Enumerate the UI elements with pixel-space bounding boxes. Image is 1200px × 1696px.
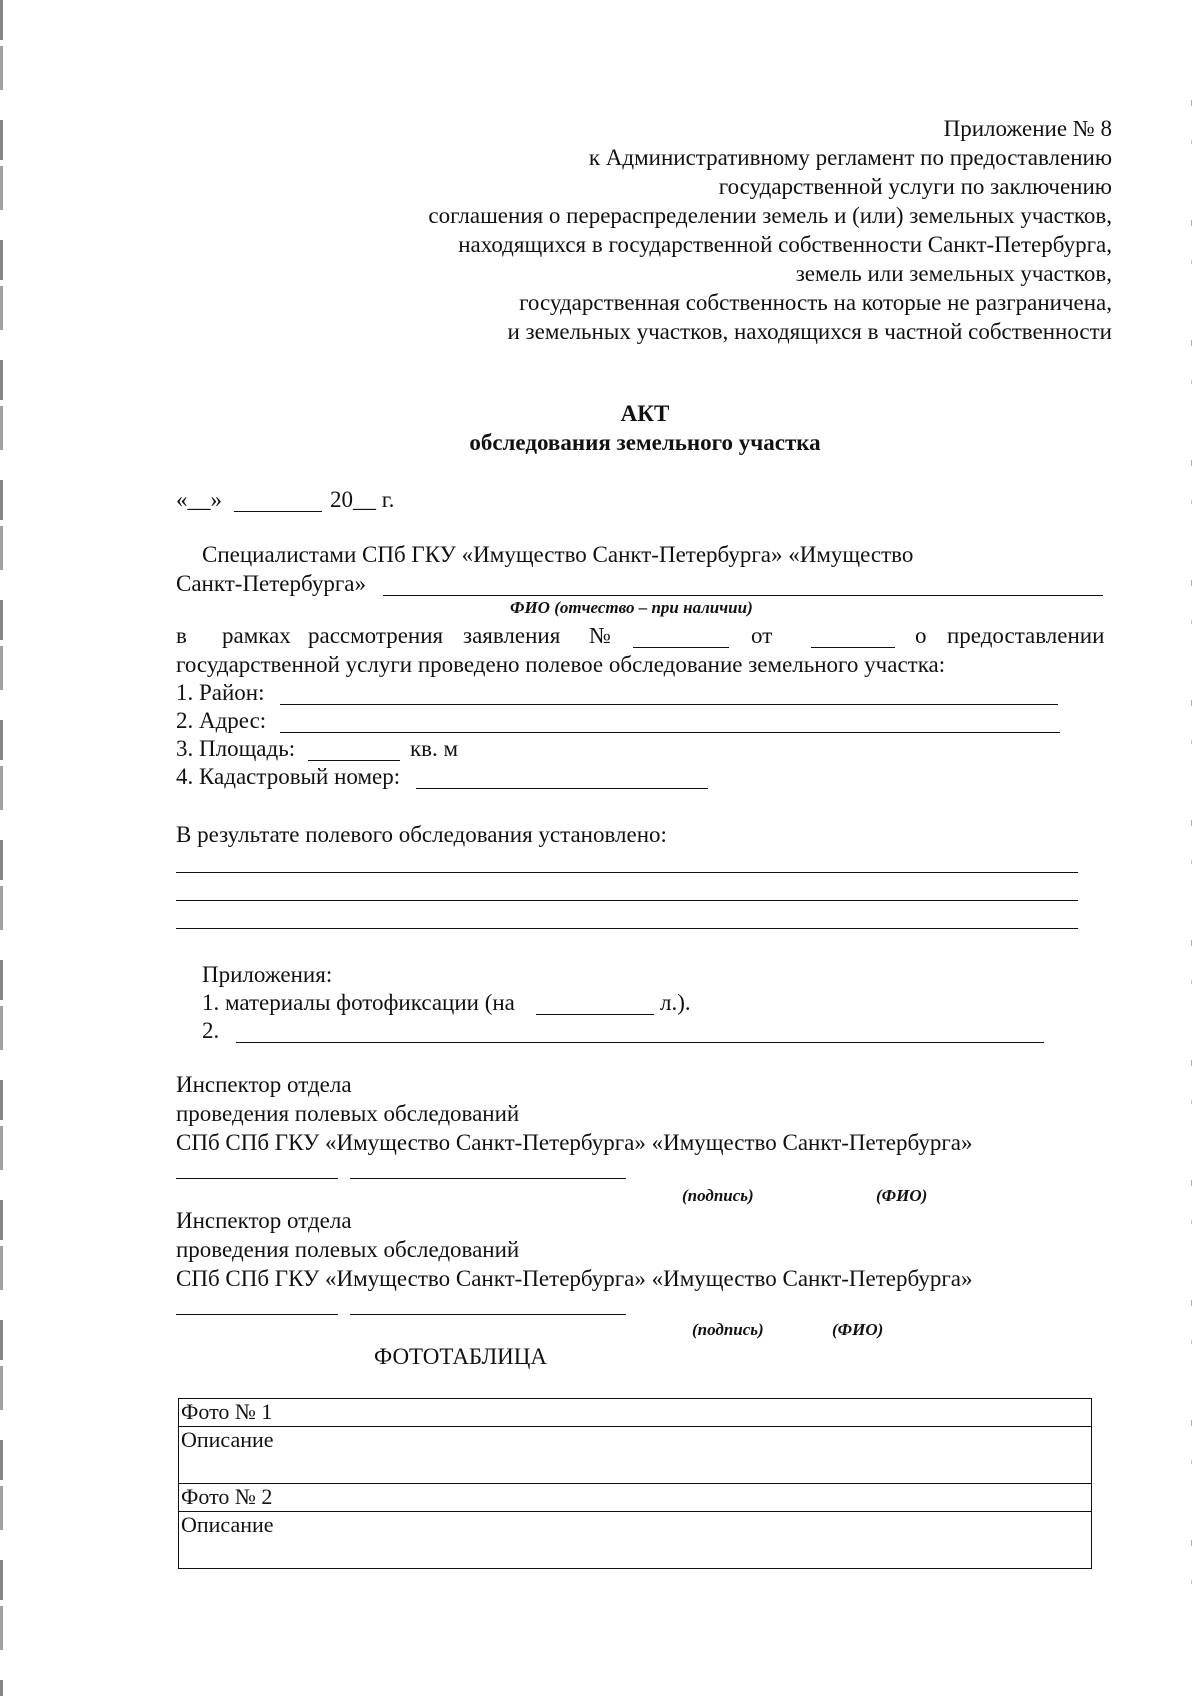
specialists-line-2: Санкт-Петербурга» xyxy=(176,571,366,596)
inspector-2-line-3: СПб СПб ГКУ «Имущество Санкт-Петербурга» «Имущество Санкт-Петербурга» xyxy=(176,1266,973,1291)
photo-2-label[interactable]: Фото № 2 xyxy=(179,1484,1092,1512)
document-title: АКТ xyxy=(620,401,670,426)
inspector-2-signature-field[interactable] xyxy=(176,1314,338,1315)
header-line-4: находящихся в государственной собственности Санкт-Петербурга, xyxy=(458,232,1112,257)
app-word-7: о xyxy=(915,623,927,648)
photo-2-row xyxy=(179,1484,1092,1512)
district-field[interactable] xyxy=(280,704,1058,705)
inspector-1-sign-label: (подпись) xyxy=(682,1186,754,1205)
app-word-2: рамках xyxy=(222,623,291,648)
photo-2-description[interactable]: Описание xyxy=(179,1512,1092,1569)
inspector-2-fio-field[interactable] xyxy=(350,1314,626,1315)
attachments-label: Приложения: xyxy=(202,962,333,987)
application-number-field[interactable] xyxy=(633,647,729,648)
application-date-field[interactable] xyxy=(811,647,895,648)
date-year[interactable]: 20__ г. xyxy=(330,487,395,512)
inspector-1-fio-field[interactable] xyxy=(350,1178,626,1179)
attachment-2-label: 2. xyxy=(202,1018,220,1043)
photo-1-row xyxy=(179,1399,1092,1427)
inspector-2-line-2: проведения полевых обследований xyxy=(176,1237,520,1262)
cadastral-field[interactable] xyxy=(416,788,708,789)
address-label: 2. Адрес: xyxy=(176,708,267,733)
inspector-1-line-2: проведения полевых обследований xyxy=(176,1101,520,1126)
specialists-line-1: Специалистами СПб ГКУ «Имущество Санкт-Петербурга» «Имущество xyxy=(202,542,914,567)
district-label: 1. Район: xyxy=(176,680,265,705)
fio-hint: ФИО (отчество – при наличии) xyxy=(510,598,753,617)
attachment-1-pages-field[interactable] xyxy=(536,1014,654,1015)
scan-edge-right xyxy=(1191,100,1192,1600)
photo-2-description-row xyxy=(179,1512,1092,1569)
result-line-2[interactable] xyxy=(176,900,1078,901)
attachment-1-prefix: 1. материалы фотофиксации (на xyxy=(202,990,515,1015)
cadastral-label: 4. Кадастровый номер: xyxy=(176,764,401,789)
phototable-title: ФОТОТАБЛИЦА xyxy=(374,1344,547,1369)
app-word-4: заявления xyxy=(463,623,561,648)
photo-1-description-row xyxy=(179,1427,1092,1484)
app-word-8: предоставлении xyxy=(947,623,1105,648)
inspector-1-fio-label: (ФИО) xyxy=(876,1186,928,1205)
header-line-6: государственная собственность на которые не разграничена, xyxy=(519,290,1112,315)
app-word-6: от xyxy=(751,623,773,648)
application-line-2: государственной услуги проведено полевое обследование земельного участка: xyxy=(176,652,946,677)
header-line-7: и земельных участков, находящихся в частной собственности xyxy=(507,319,1112,344)
result-line-3[interactable] xyxy=(176,928,1078,929)
inspector-1-line-1: Инспектор отдела xyxy=(176,1072,352,1097)
app-word-1: в xyxy=(176,623,187,648)
area-field[interactable] xyxy=(308,760,400,761)
result-label: В результате полевого обследования установлено: xyxy=(176,822,667,847)
inspector-2-line-1: Инспектор отдела xyxy=(176,1208,352,1233)
app-word-5: № xyxy=(589,623,611,648)
date-day[interactable]: «__» xyxy=(176,487,222,512)
inspector-1-line-3: СПб СПб ГКУ «Имущество Санкт-Петербурга» «Имущество Санкт-Петербурга» xyxy=(176,1130,973,1155)
inspector-2-sign-label: (подпись) xyxy=(692,1320,764,1339)
photo-1-description[interactable]: Описание xyxy=(179,1427,1092,1484)
scan-edge-left xyxy=(0,0,3,1696)
inspector-1-signature-field[interactable] xyxy=(176,1178,338,1179)
attachment-2-field[interactable] xyxy=(236,1042,1044,1043)
header-line-3: соглашения о перераспределении земель и (или) земельных участков, xyxy=(428,203,1112,228)
app-word-3: рассмотрения xyxy=(308,623,444,648)
area-unit: кв. м xyxy=(410,736,459,761)
document-subtitle: обследования земельного участка xyxy=(469,430,821,455)
appendix-number: Приложение № 8 xyxy=(943,116,1112,141)
area-label: 3. Площадь: xyxy=(176,736,296,761)
header-line-1: к Административному регламент по предоставлению xyxy=(588,145,1112,170)
photo-1-label[interactable]: Фото № 1 xyxy=(179,1399,1092,1427)
header-line-2: государственной услуги по заключению xyxy=(718,174,1112,199)
date-month-blank[interactable] xyxy=(234,511,322,512)
header-line-5: земель или земельных участков, xyxy=(795,261,1112,286)
phototable xyxy=(178,1398,1092,1569)
specialists-fio-field[interactable] xyxy=(383,595,1103,596)
result-line-1[interactable] xyxy=(176,872,1078,873)
attachment-1-suffix: л.). xyxy=(660,990,691,1015)
inspector-2-fio-label: (ФИО) xyxy=(832,1320,884,1339)
address-field[interactable] xyxy=(280,732,1060,733)
